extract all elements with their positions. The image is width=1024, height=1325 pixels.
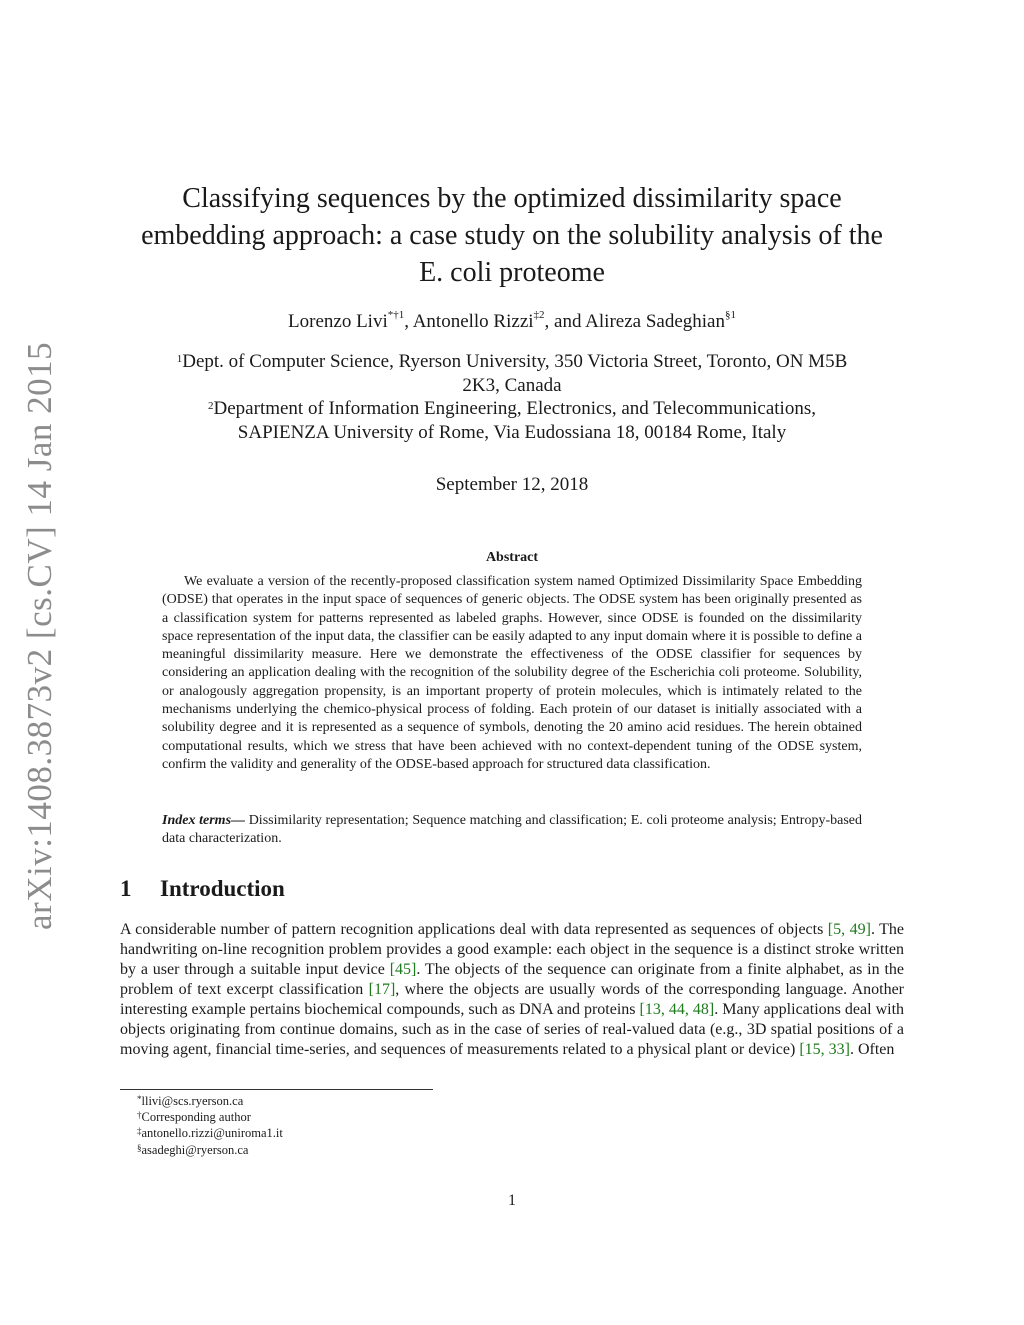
title-line-2: embedding approach: a case study on the solubility analysis of the — [141, 220, 883, 251]
author-name: Lorenzo Livi — [288, 311, 388, 332]
abstract-heading: Abstract — [485, 550, 539, 565]
citation-link[interactable]: [15, 33] — [799, 1041, 850, 1058]
section-heading — [120, 876, 285, 902]
arxiv-identifier: arXiv:1408.3873v2 [cs.CV] 14 Jan 2015 — [20, 341, 59, 930]
paper-date: September 12, 2018 — [435, 474, 589, 495]
footnote-divider — [120, 1089, 433, 1090]
footnote: †Corresponding author — [137, 1110, 251, 1125]
title-line-1: Classifying sequences by the optimized dissimilarity space — [182, 183, 842, 214]
section-title: Introduction — [160, 876, 285, 901]
affiliation-mark: 2 — [208, 400, 214, 412]
paper-title — [120, 180, 904, 291]
intro-paragraph: A considerable number of pattern recognition applications deal with data represented as sequences of objects [5, 49]. The handwriting on-line recognition problem provides a good example: each object in the sequence is a distinct stroke written by a user through a suitable input device [45]. The objects of the sequence can originate from a finite alphabet, as in the problem of text excerpt classification [17], where the objects are usually words of the corresponding language. Another interesting example pertains biochemical compounds, such as DNA and proteins [13, 44, 48]. Many applications deal with objects originating from continue domains, such as in the case of series of real-valued data (e.g., 3D spatial positions of a moving agent, financial time-series, and sequences of measurements related to a physical plant or device) [15, 33]. Often — [120, 921, 905, 1058]
affiliations — [120, 350, 904, 444]
title-line-3: E. coli proteome — [419, 257, 605, 288]
affiliation-1: $^1$Dept. of Computer Science, Ryerson University, 350 Victoria Street, Toronto, ON M5B — [176, 351, 848, 372]
author-mark: *†1 — [387, 309, 405, 321]
index-terms-text: Dissimilarity representation; Sequence matching and classification; E. coli proteome analysis; Entropy-based data characterization. — [162, 813, 862, 847]
index-terms-label: Index terms— — [162, 813, 246, 828]
footnotes — [137, 1093, 283, 1158]
author-mark: ‡2 — [533, 309, 545, 321]
affiliation-1-cont: 2K3, Canada — [462, 374, 562, 396]
affiliation-mark: 1 — [176, 353, 183, 365]
footnote: ‡antonello.rizzi@uniroma1.it — [137, 1126, 283, 1141]
author-name: Alireza Sadeghian — [585, 311, 725, 332]
abstract-text: We evaluate a version of the recently-proposed classification system named Optimized Dissimilarity Space Embedding (ODSE) that operates in the input space of sequences of generic objects. The ODSE system has been originally presented as a classification system for patterns represented as labeled graphs. However, since ODSE is founded on the dissimilarity space representation of the input data, the classifier can be easily adapted to any input domain where it is possible to define a meaningful dissimilarity measure. Here we demonstrate the effectiveness of the ODSE classifier for sequences by considering an application dealing with the recognition of the solubility degree of the Escherichia coli proteome. Solubility, or analogously aggregation propensity, is an important property of protein molecules, which is intimately related to the mechanisms underlying the chemico-physical process of folding. Each protein of our dataset is initially associated with a solubility degree and it is represented as a sequence of symbols, denoting the 20 amino acid residues. The herein obtained computational results, which we stress that have been achieved with no context-dependent tuning of the ODSE system, confirm the validity and generality of the ODSE-based approach for structured data classification. — [162, 574, 862, 772]
section-number: 1 — [120, 876, 132, 901]
footnote: *llivi@scs.ryerson.ca — [137, 1094, 244, 1108]
author-name: Antonello Rizzi — [412, 311, 534, 332]
affiliation-2-cont: SAPIENZA University of Rome, Via Eudossiana 18, 00184 Rome, Italy — [237, 421, 787, 443]
author-list — [120, 311, 904, 333]
affiliation-2: $^2$Department of Information Engineering, Electronics, and Telecommunications, — [208, 398, 816, 419]
author-separator: , and — [544, 311, 586, 332]
citation-link[interactable]: [5, 49] — [827, 921, 871, 938]
page-number: 1 — [508, 1192, 516, 1209]
author-mark: §1 — [724, 309, 736, 321]
citation-link[interactable]: [13, 44, 48] — [639, 1001, 715, 1018]
citation-link[interactable]: [17] — [368, 981, 396, 998]
author-separator: , — [404, 311, 413, 332]
index-terms — [162, 812, 862, 849]
footnote: §asadeghi@ryerson.ca — [137, 1142, 249, 1157]
citation-link[interactable]: [45] — [389, 961, 417, 978]
